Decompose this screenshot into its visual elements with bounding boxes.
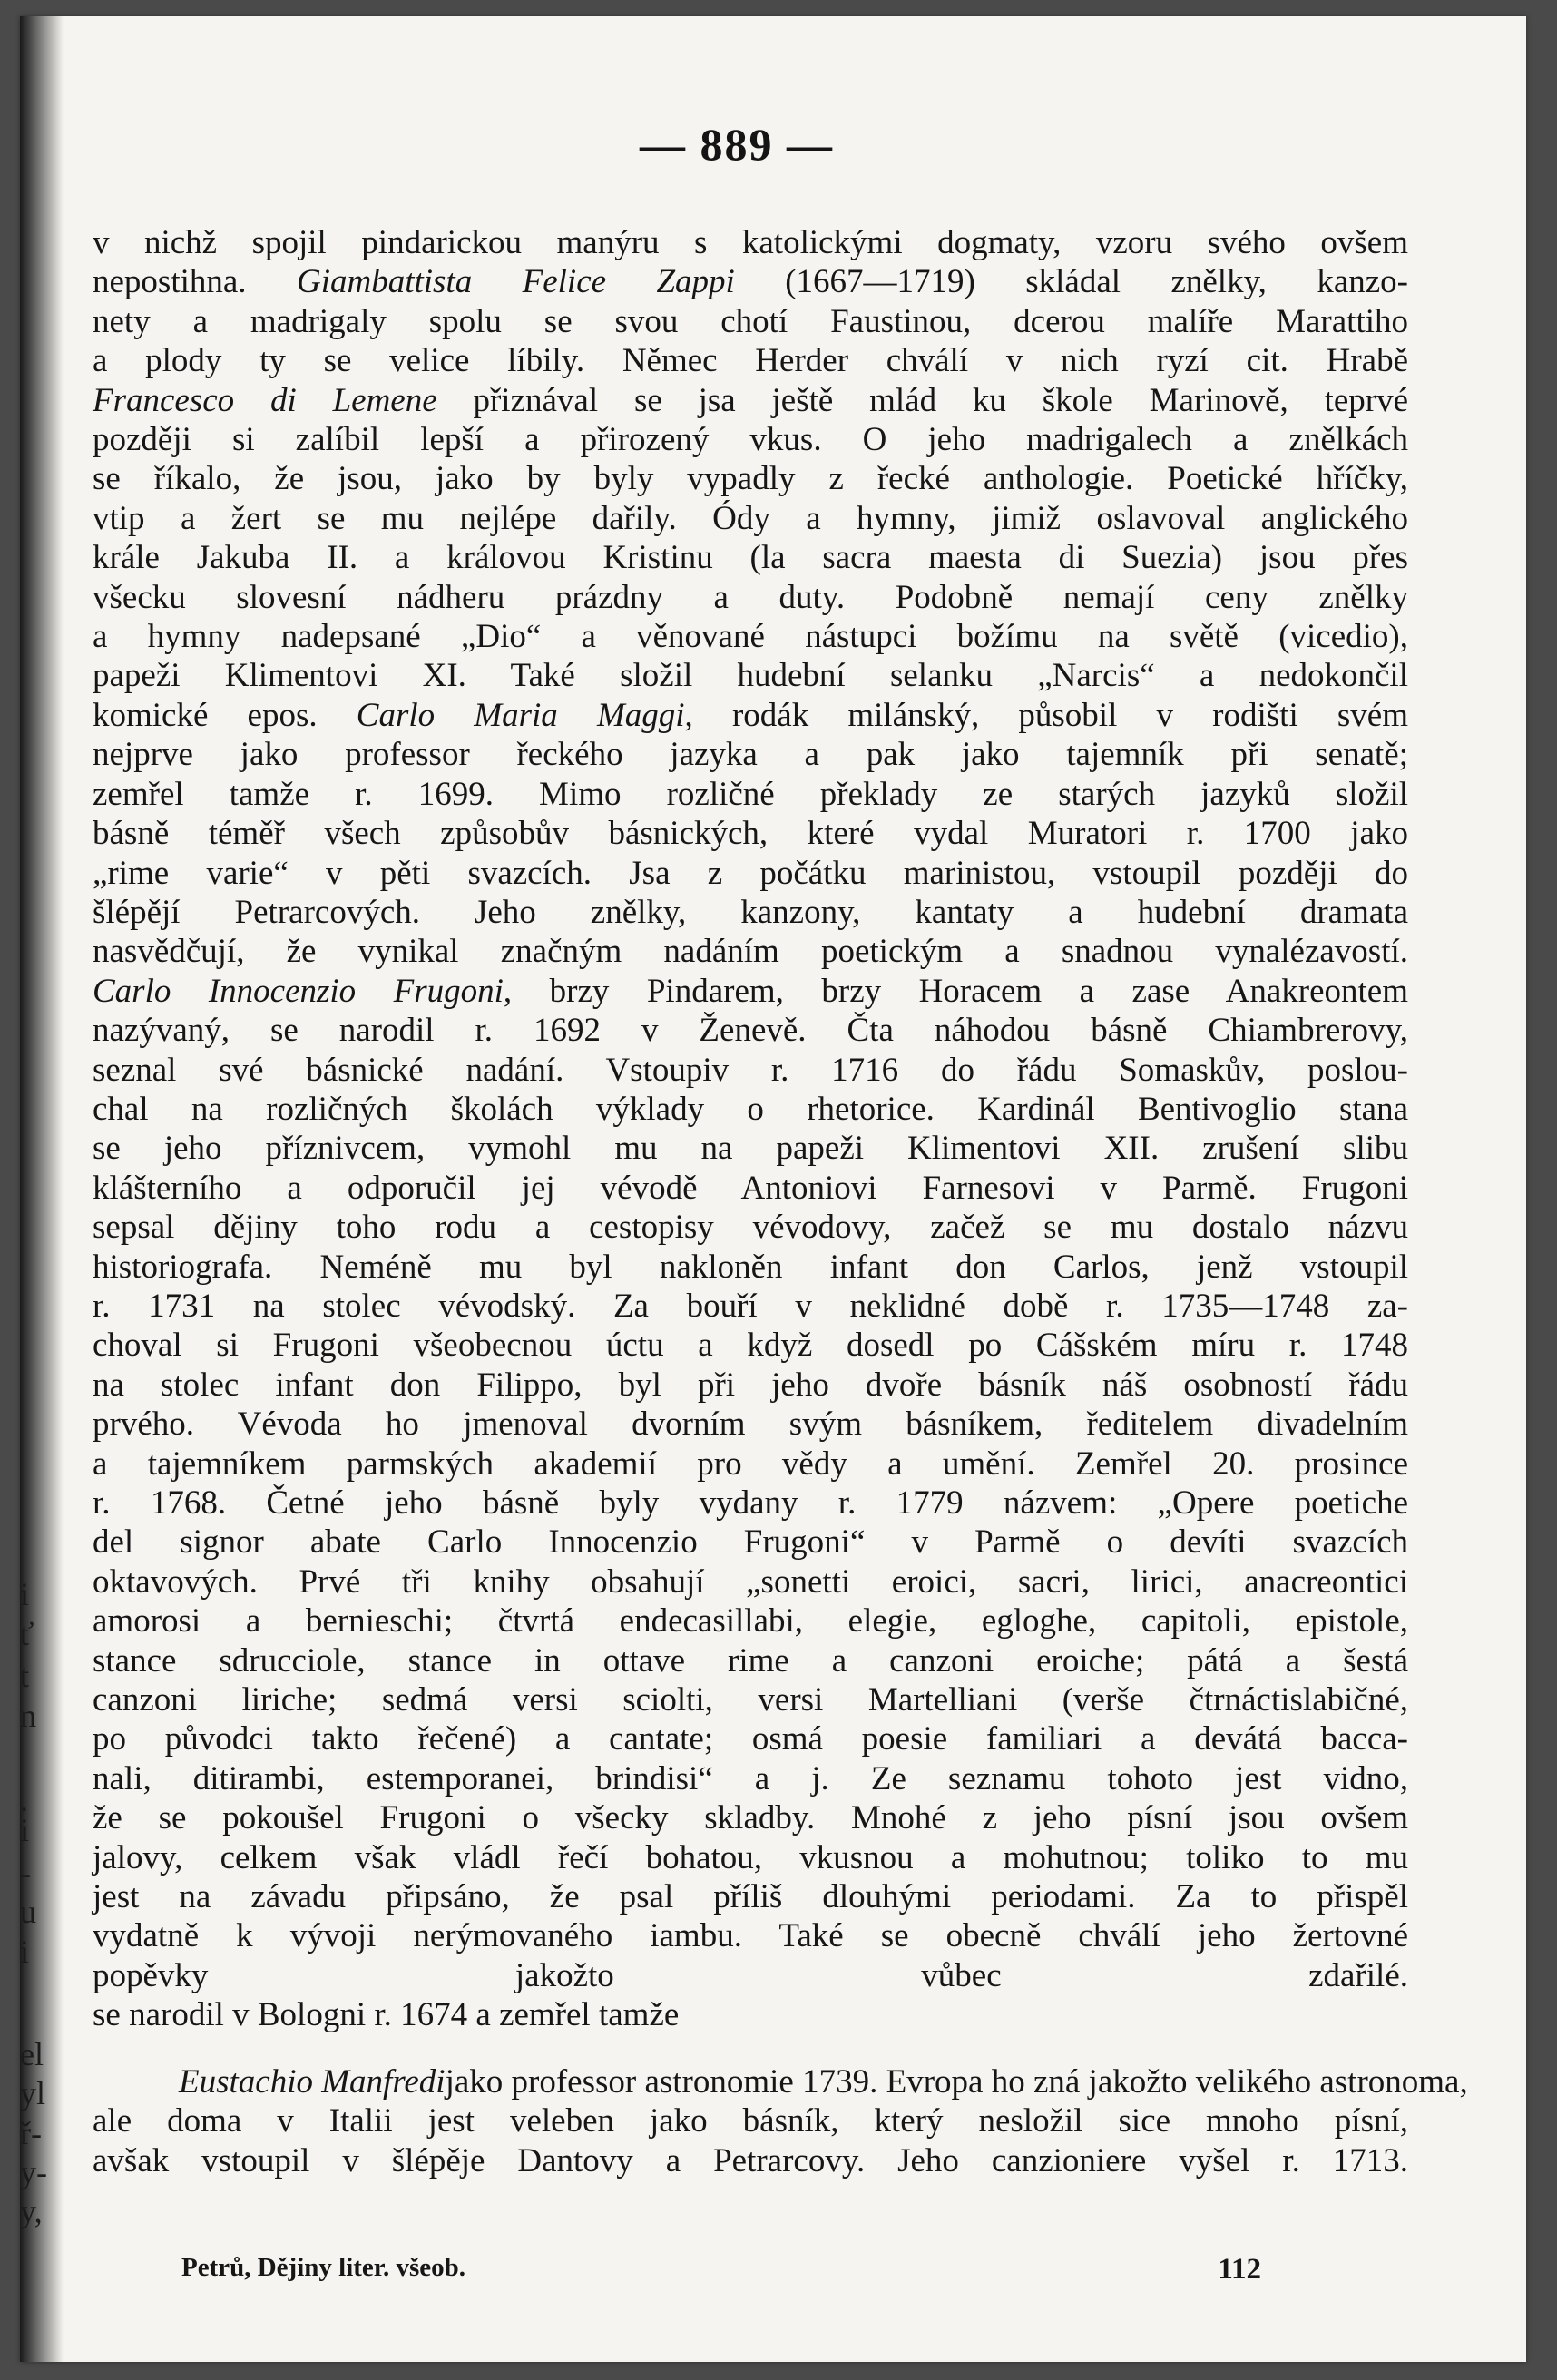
text-line: ale doma v Italii jest veleben jako básník, který nesložil sice mnoho písní, [93, 2102, 1408, 2140]
margin-fragment: el [20, 2036, 44, 2072]
text-line: že se pokoušel Frugoni o všecky skladby. Mnohé z jeho písní jsou ovšem [93, 1799, 1408, 1837]
paragraph-gap [93, 2035, 1408, 2062]
text-line [93, 2062, 1468, 2101]
text-segment: nepostihna. [93, 263, 297, 301]
margin-fragment: - [20, 1855, 31, 1891]
page-number: — 889 — [640, 119, 834, 170]
page-footer [181, 2253, 1261, 2286]
text-line: jest na závadu připsáno, že psal příliš dlouhými periodami. Za to přispěl [93, 1878, 1408, 1916]
text-line: a plody ty se velice líbily. Němec Herder chválí v nich ryzí cit. Hrabě [93, 342, 1408, 380]
text-line [93, 696, 1408, 735]
text-line: později si zalíbil lepší a přirozený vkus. O jeho madrigalech a znělkách [93, 421, 1408, 459]
text-line: „rime varie“ v pěti svazcích. Jsa z počátku marinistou, vstoupil později do [93, 854, 1408, 892]
text-segment: (1667—1719) skládal znělky, kanzo- [734, 263, 1408, 301]
margin-fragment: y, [20, 2193, 43, 2229]
text-line: avšak vstoupil v šlépěje Dantovy a Petrarcovy. Jeho canzioniere vyšel r. 1713. [93, 2141, 1408, 2179]
text-segment: , rodák milánský, působil v rodišti svém [684, 696, 1408, 734]
signature-number: 112 [1218, 2253, 1261, 2286]
text-line: oktavových. Prvé tři knihy obsahují „sonetti eroici, sacri, lirici, anacreontici [93, 1562, 1408, 1601]
person-name: Carlo Innocenzio Frugoni [93, 972, 504, 1010]
margin-fragment: yl [20, 2075, 46, 2111]
text-line: nali, ditirambi, estemporanei, brindisi“ a j. Ze seznamu tohoto jest vidno, [93, 1759, 1408, 1797]
text-line: popěvky jakožto vůbec zdařilé. [93, 1956, 1408, 1994]
text-segment: komické epos. [93, 696, 357, 734]
margin-fragment: ř- [20, 2115, 42, 2151]
margin-fragment: y- [20, 2154, 47, 2190]
text-line: všecku slovesní nádheru prázdny a duty. Podobně nemají ceny znělky [93, 578, 1408, 616]
text-line: zemřel tamže r. 1699. Mimo rozličné překlady ze starých jazyků složil [93, 775, 1408, 813]
margin-fragment: . [20, 1782, 28, 1818]
text-line: nazývaný, se narodil r. 1692 v Ženevě. Čta náhodou básně Chiambrerovy, [93, 1012, 1408, 1050]
text-line: canzoni liriche; sedmá versi sciolti, versi Martelliani (verše čtrnáctislabičné, [93, 1681, 1408, 1719]
margin-fragment: i [20, 1576, 30, 1612]
text-line: krále Jakuba II. a královou Kristinu (la sacra maesta di Suezia) jsou přes [93, 539, 1408, 577]
text-line: r. 1731 na stolec vévodský. Za bouří v neklidné době r. 1735—1748 za- [93, 1287, 1408, 1325]
text-line: nejprve jako professor řeckého jazyka a pak jako tajemník při senatě; [93, 736, 1408, 774]
text-line: historiografa. Neméně mu byl nakloněn infant don Carlos, jenž vstoupil [93, 1248, 1408, 1286]
text-line: šlépějí Petrarcových. Jeho znělky, kanzony, kantaty a hudební dramata [93, 893, 1408, 931]
text-line: del signor abate Carlo Innocenzio Frugoni“ v Parmě o devíti svazcích [93, 1523, 1408, 1562]
margin-fragment: i [20, 1812, 30, 1848]
margin-fragment: i [20, 1934, 30, 1970]
text-line: r. 1768. Četné jeho básně byly vydany r. 1779 názvem: „Opere poetiche [93, 1484, 1408, 1522]
text-line: vtip a žert se mu nejlépe dařily. Ódy a hymny, jimiž oslavoval anglického [93, 499, 1408, 537]
text-segment: , brzy Pindarem, brzy Horacem a zase Anakreontem [503, 972, 1408, 1010]
text-line: se narodil v Bologni r. 1674 a zemřel tamže [93, 1996, 680, 2034]
text-line [93, 381, 1408, 420]
text-line: jalovy, celkem však vládl řečí bohatou, vkusnou a mohutnou; toliko to mu [93, 1838, 1408, 1876]
text-line [93, 262, 1408, 301]
text-line: se jeho příznivcem, vymohl mu na papeži Klimentovi XII. zrušení slibu [93, 1130, 1408, 1168]
margin-fragment: ť [20, 1616, 34, 1652]
body-text [93, 223, 1468, 2180]
person-name: Carlo Maria Maggi [356, 696, 685, 734]
text-line: klášterního a odporučil jej vévodě Antoniovi Farnesovi v Parmě. Frugoni [93, 1169, 1408, 1207]
person-name: Francesco di Lemene [93, 381, 437, 419]
margin-fragment: n [20, 1698, 36, 1734]
text-line: na stolec infant don Filippo, byl při jeho dvoře básník náš osobností řádu [93, 1366, 1408, 1404]
text-line: po původci takto řečené) a cantate; osmá poesie familiari a devátá bacca- [93, 1720, 1408, 1758]
person-name: Eustachio Manfredi [179, 2062, 446, 2101]
book-page [20, 16, 1526, 2362]
person-name: Giambattista Felice Zappi [296, 263, 735, 301]
text-line: se říkalo, že jsou, jako by byly vypadly z řecké anthologie. Poetické hříčky, [93, 460, 1408, 498]
text-line: a hymny nadepsané „Dio“ a věnované nástupci božímu na světě (vicedio), [93, 618, 1408, 656]
text-line: nasvědčují, že vynikal značným nadáním poetickým a snadnou vynalézavostí. [93, 933, 1408, 971]
margin-fragment: u [20, 1894, 36, 1930]
text-line: básně téměř všech způsobův básnických, které vydal Muratori r. 1700 jako [93, 815, 1408, 853]
text-line: v nichž spojil pindarickou manýru s katolickými dogmaty, vzoru svého ovšem [93, 224, 1408, 261]
text-line: amorosi a bernieschi; čtvrtá endecasillabi, elegie, egloghe, capitoli, epistole, [93, 1602, 1408, 1641]
text-line: sepsal dějiny toho rodu a cestopisy vévodovy, začež se mu dostalo názvu [93, 1209, 1408, 1247]
text-line: stance sdrucciole, stance in ottave rime a canzoni eroiche; pátá a šestá [93, 1641, 1408, 1680]
text-line: papeži Klimentovi XI. Také složil hudební selanku „Narcis“ a nedokončil [93, 657, 1408, 695]
text-line: chal na rozličných školách výklady o rhetorice. Kardinál Bentivoglio stana [93, 1090, 1408, 1128]
text-segment: přiznával se jsa ještě mlád ku škole Marinově, teprvé [436, 381, 1409, 419]
text-line: choval si Frugoni všeobecnou úctu a když dosedl po Cášském míru r. 1748 [93, 1327, 1408, 1365]
text-line: vydatně k vývoji nerýmovaného iambu. Také se obecně chválí jeho žertovné [93, 1917, 1408, 1955]
footer-signature: Petrů, Dějiny liter. všeob. [181, 2253, 466, 2282]
text-line: prvého. Vévoda ho jmenoval dvorním svým básníkem, ředitelem divadelním [93, 1405, 1408, 1444]
binding-gutter [20, 16, 67, 2362]
text-line: seznal své básnické nadání. Vstoupiv r. 1716 do řádu Somaskův, poslou- [93, 1051, 1408, 1089]
text-line: nety a madrigaly spolu se svou chotí Faustinou, dcerou malíře Marattiho [93, 302, 1408, 340]
margin-fragment: t [20, 1658, 30, 1694]
text-line [93, 972, 1408, 1011]
text-line: a tajemníkem parmských akademií pro vědy a umění. Zemřel 20. prosince [93, 1445, 1408, 1483]
text-segment: jako professor astronomie 1739. Evropa ho zná jakožto velikého astronoma, [445, 2062, 1468, 2101]
